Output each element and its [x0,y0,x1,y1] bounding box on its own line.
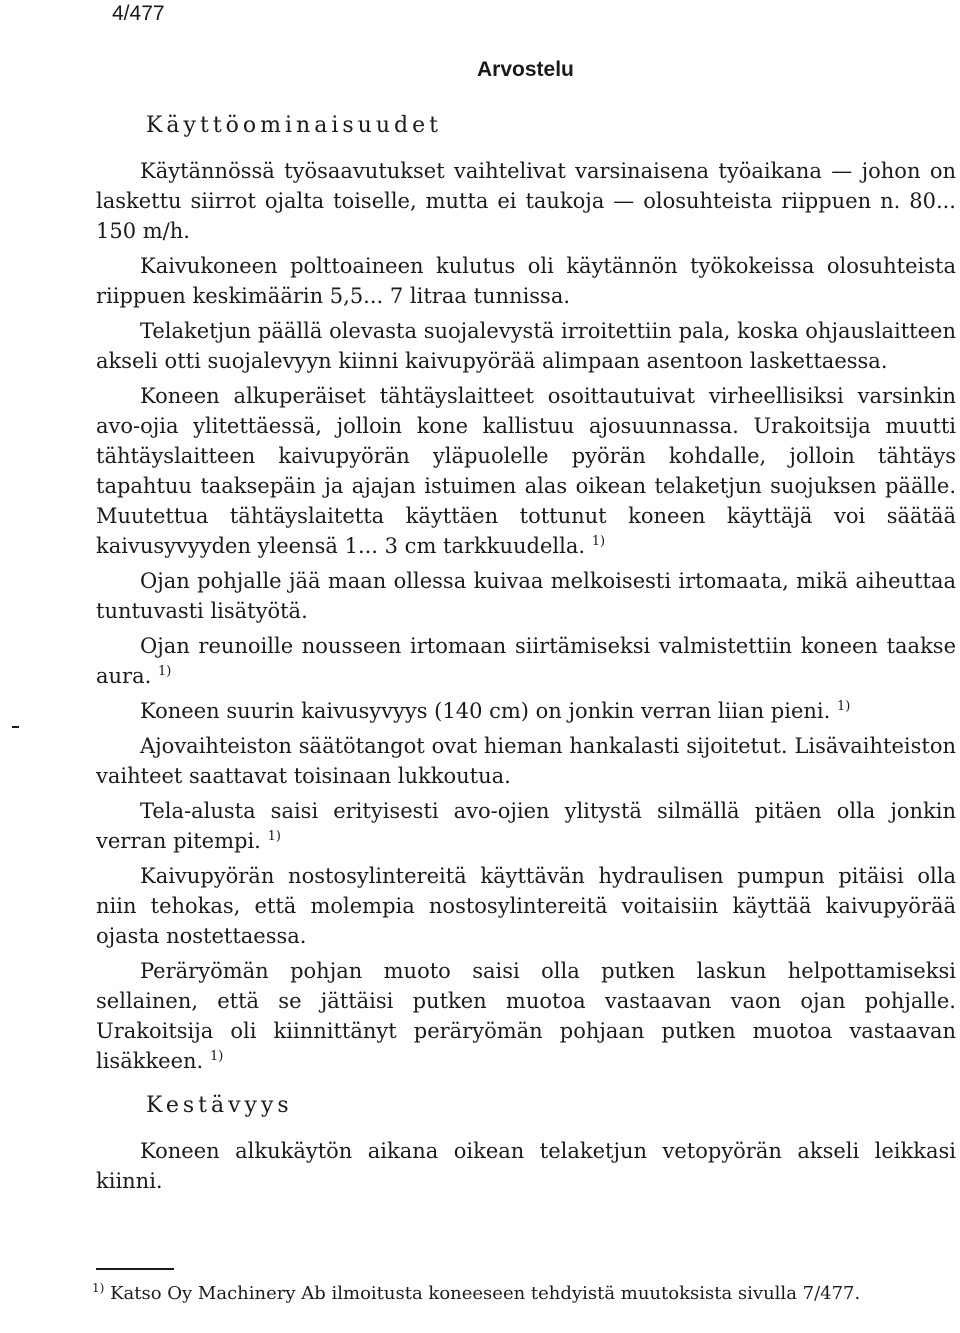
paragraph: Kaivukoneen polttoaineen kulutus oli käytännön työkokeissa olosuhteista riippuen keskimäärin 5,5... 7 litraa tunnissa. [96,254,956,308]
footnote-ref: 1) [157,664,172,679]
margin-mark [12,726,19,728]
section-heading-kestavyys: Kestävyys [146,1093,293,1118]
page-number: 4/477 [112,2,165,25]
document-body [96,110,956,1201]
paragraph: Käytännössä työsaavutukset vaihtelivat varsinaisena työaikana — johon on laskettu siirrot ojalta toiselle, mutta ei taukoja — olosuhteista riippuen n. 80... 150 m/h. [96,159,956,243]
paragraph: Kaivupyörän nostosylintereitä käyttävän hydraulisen pumpun pitäisi olla niin tehokas, että molempia nostosylintereitä voitaisiin käyttää kaivupyörää ojasta nostettaessa. [96,864,956,948]
paragraph: Tela-alusta saisi erityisesti avo-ojien ylitystä silmällä pitäen olla jonkin verran pitempi. $^{1)}$ [96,799,956,853]
footnote-text: Katso Oy Machinery Ab ilmoitusta koneeseen tehdyistä muutoksista sivulla 7/477. [110,1283,861,1304]
paragraph: Ajovaihteiston säätötangot ovat hieman hankalasti sijoitetut. Lisävaihteiston vaihteet saattavat toisinaan lukkoutua. [96,734,956,788]
section-heading-kayttoominaisuudet: Käyttöominaisuudet [146,113,442,138]
footnote-ref: 1) [209,1049,224,1064]
paragraph: Koneen alkuperäiset tähtäyslaitteet osoittautuivat virheellisiksi varsinkin avo-ojia ylitettäessä, jolloin kone kallistuu ajosuunnassa. Urakoitsija muutti tähtäyslaitteen kaivupyörän yläpuolelle pyörän kohdalle, jolloin tähtäys tapahtuu taaksepäin ja ajajan istuimen alas oikean telaketjun suojuksen päälle. Muutettua tähtäyslaitetta käyttäen tottunut koneen käyttäjä voi säätää kaivusyvyyden yleensä 1... 3 cm tarkkuudella. $^{1)}$ [96,384,956,558]
footnote-ref: 1) [591,534,606,549]
paragraph: Koneen suurin kaivusyvyys (140 cm) on jonkin verran liian pieni. $^{1)}$ [140,699,851,723]
paragraph: Ojan reunoille nousseen irtomaan siirtämiseksi valmistettiin koneen taakse aura. $^{1)}$ [96,634,956,688]
footnote-marker: 1) [92,1281,105,1295]
paragraph: Ojan pohjalle jää maan ollessa kuivaa melkoisesti irtomaata, mikä aiheuttaa tuntuvasti lisätyötä. [96,569,956,623]
page-header: Arvostelu [477,58,574,81]
footnote-divider [96,1268,174,1270]
paragraph: Peräryömän pohjan muoto saisi olla putken laskun helpottamiseksi sellainen, että se jättäisi putken muotoa vastaavan vaon ojan pohjalle. Urakoitsija oli kiinnittänyt peräryömän pohjaan putken muotoa vastaavan lisäkkeen. $^{1)}$ [96,959,956,1073]
footnote [92,1282,952,1305]
paragraph: Telaketjun päällä olevasta suojalevystä irroitettiin pala, koska ohjauslaitteen akseli otti suojalevyyn kiinni kaivupyörää alimpaan asentoon laskettaessa. [96,319,956,373]
footnote-ref: 1) [267,829,281,844]
footnote-ref: 1) [836,699,851,714]
paragraph: Koneen alkukäytön aikana oikean telaketjun vetopyörän akseli leikkasi kiinni. [96,1139,956,1193]
